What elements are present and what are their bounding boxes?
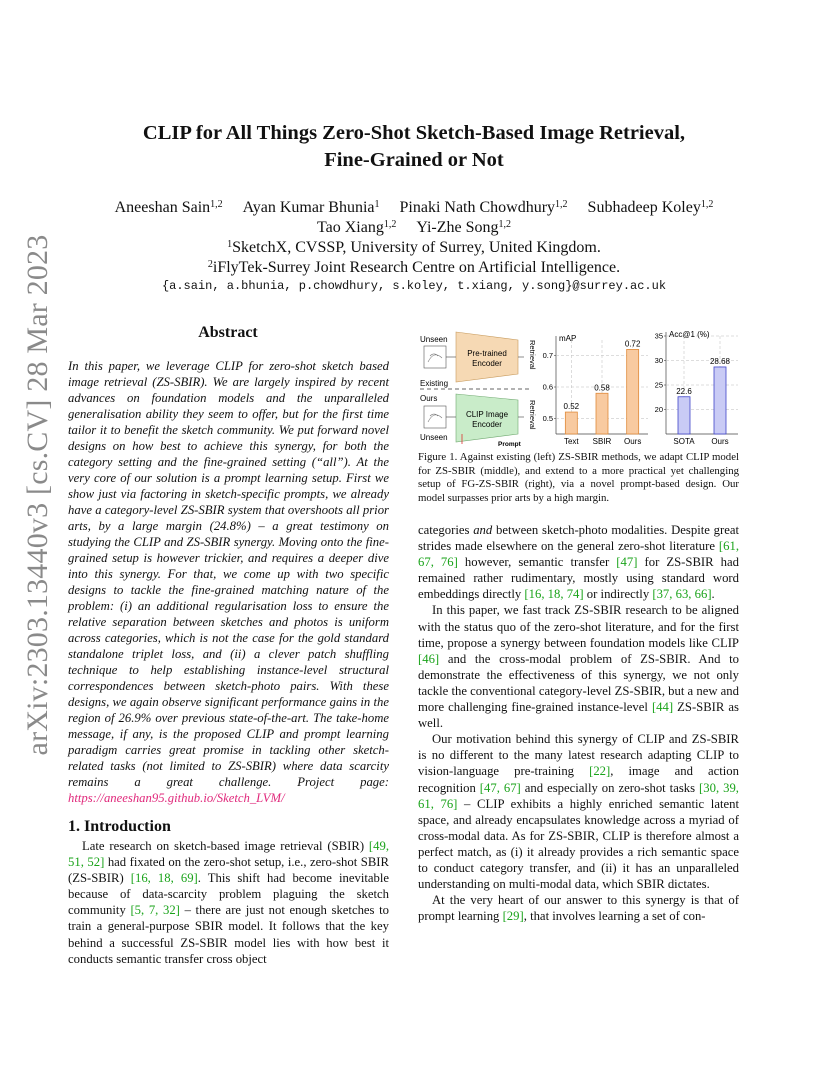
intro-paragraph-1: Late research on sketch-based image retrieval (SBIR) [49, 51, 52] had fixated on the zero-shot setup, i.e., zero-shot SBIR (ZS-SBIR) [16, 18, 69]. This shift had become inevitable because of data-scarcity problem plaguing the sketch community [5, 7, 32] – there are just not enough sketches to train a general-purpose SBIR model. It follows that the key behind a successful ZS-SBIR model lies with how best it conducts semantic transfer cross object	[68, 839, 390, 966]
paper-title: CLIP for All Things Zero-Shot Sketch-Based Image Retrieval, Fine-Grained or Not	[142, 122, 686, 171]
encoder-bottom-label-1: CLIP Image	[465, 410, 509, 419]
y-tick-label: 0.6	[542, 382, 553, 392]
citation[interactable]: [49, 51, 52]	[68, 839, 389, 870]
encoder-top-label-1: Pre-trained	[467, 349, 507, 358]
intro-paragraph-3: In this paper, we fast track ZS-SBIR research to be aligned with the status quo of the zero-shot literature, and for the first time, propose a synergy between foundation models like CLIP [46] and the cross-modal problem of ZS-SBIR. And to demonstrate the effectiveness of this synergy, we not only tackle the conventional category-level ZS-SBIR, but a new and more challenging fine-grained instance-level [44] ZS-SBIR as well.	[418, 603, 739, 731]
encoder-bottom-label-2: Encoder	[472, 420, 502, 429]
author-name: Tao Xiang$^{1,2}$	[316, 219, 397, 236]
prompt-label: Prompt	[498, 441, 521, 448]
y-tick-label: 25	[654, 380, 663, 390]
citation[interactable]: [47, 67]	[479, 780, 521, 795]
intro-paragraph-5: At the very heart of our answer to this synergy is that of prompt learning [29], that involves learning a set of con-	[418, 893, 739, 924]
bar	[596, 393, 608, 434]
citation[interactable]: [29]	[502, 909, 524, 924]
citation[interactable]: [46]	[418, 651, 440, 666]
category-label: Ours	[711, 437, 729, 446]
section-heading: 1. Introduction	[68, 818, 171, 835]
data-label: 28.68	[709, 356, 731, 366]
sketch-thumbnail-bottom	[424, 406, 446, 428]
citation[interactable]: [30, 39, 61, 76]	[418, 780, 739, 811]
figure-caption: Figure 1. Against existing (left) ZS-SBIR methods, we adapt CLIP model for ZS-SBIR (middle), and extend to a more practical yet challenging setup of FG-ZS-SBIR (right), via a novel prompt-based design. Our model surpasses prior arts by a high margin.	[418, 451, 739, 504]
category-label: SOTA	[673, 437, 695, 446]
bar	[678, 397, 690, 434]
affiliation-1: $^1$SketchX, CVSSP, University of Surrey, United Kingdom.	[227, 239, 601, 256]
y-tick-label: 0.7	[542, 351, 553, 361]
y-tick-label: 20	[654, 405, 663, 414]
figure-1	[418, 326, 740, 450]
author-name: Pinaki Nath Chowdhury$^{1,2}$	[399, 199, 568, 216]
fig-label-existing: Existing	[420, 379, 449, 388]
abstract-heading: Abstract	[198, 324, 258, 341]
fig-label-unseen-top: Unseen	[420, 335, 448, 344]
encoder-top-label-2: Encoder	[472, 359, 502, 368]
fig-label-unseen-bottom: Unseen	[420, 433, 448, 442]
author-emails: {a.sain, a.bhunia, p.chowdhury, s.koley, t.xiang, y.song}@surrey.ac.uk	[161, 279, 667, 293]
y-tick-label: 35	[654, 331, 663, 341]
data-label: 0.58	[594, 383, 610, 393]
chart-title: Acc@1 (%)	[669, 330, 710, 339]
abstract-body: In this paper, we leverage CLIP for zero-shot sketch based image retrieval (ZS-SBIR). We are largely inspired by recent advances on foundation models and the unparalleled generalisation ability they seem to offer, but for the first time tailor it to benefit the sketch community. We put forward novel designs on how best to achieve this synergy, for both the category setting and the fine-grained setting (“all”). At the very core of our solution is a prompt learning setup. First we show just via factoring in sketch-specific prompts, we already have a category-level ZS-SBIR system that overshoots all prior arts, by a large margin (24.8%) – a great testimony on studying the CLIP and ZS-SBIR synergy. Moving onto the fine-grained setup is however trickier, and requires a deeper dive into this synergy. For that, we come up with two specific designs to tackle the fine-grained matching nature of the problem: (i) an additional regularisation loss to ensure the relative separation between sketches and photos is uniform across categories, which is not the case for the gold standard standalone triplet loss, and (ii) a clever patch shuffling technique to help establishing instance-level structural correspondences between sketch-photo pairs. With these designs, we again observe significant performance gains in the region of 26.9% over previous state-of-the-art. The take-home message, if any, is the proposed CLIP and prompt learning paradigm carries great promise in tackling other sketch-related tasks (not limited to ZS-SBIR) where data scarcity remains a great challenge. Project page: https://aneeshan95.github.io/Sketch_LVM/	[68, 359, 389, 805]
affiliation-2: $^2$iFlyTek-Surrey Joint Research Centre on Artificial Intelligence.	[207, 259, 621, 276]
bar	[714, 367, 726, 434]
author-list	[60, 198, 768, 238]
intro-left-column	[68, 838, 389, 967]
intro-paragraph-2: categories and between sketch-photo modalities. Despite great strides made elsewhere on the general zero-shot literature [61, 67, 76] however, semantic transfer [47] for ZS-SBIR had remained rather rudimentary, mostly using standard word embeddings directly [16, 18, 74] or indirectly [37, 63, 66].	[418, 523, 739, 602]
chart-acc	[655, 330, 738, 446]
bar	[627, 349, 639, 434]
citation[interactable]: [5, 7, 32]	[130, 903, 180, 918]
chart-title: mAP	[559, 334, 577, 343]
citation[interactable]: [16, 18, 69]	[130, 871, 198, 886]
fig-label-ours: Ours	[420, 394, 438, 403]
intro-right-column	[418, 522, 739, 924]
author-name: Aneeshan Sain$^{1,2}$	[114, 199, 223, 216]
author-name: Yi-Zhe Song$^{1,2}$	[416, 219, 512, 236]
y-tick-label: 30	[654, 356, 663, 365]
sketch-thumbnail-top	[424, 346, 446, 368]
project-page-link[interactable]: https://aneeshan95.github.io/Sketch_LVM/	[68, 791, 285, 805]
intro-paragraph-4: Our motivation behind this synergy of CLIP and ZS-SBIR is no different to the many latest research adapting CLIP to vision-language pre-training [22], image and action recognition [47, 67] and especially on zero-shot tasks [30, 39, 61, 76] – CLIP exhibits a highly enriched semantic latent space, and already encapsulates knowledge across a myriad of cross-modal data. As for ZS-SBIR, CLIP is therefore almost a perfect match, as (i) it already provides a rich semantic space to conduct category transfer, and (ii) it has an unparalleled understanding on multi-modal data, which SBIR dictates.	[418, 732, 739, 892]
bar	[565, 412, 577, 434]
y-tick-label: 0.5	[542, 413, 553, 423]
author-name: Subhadeep Koley$^{1,2}$	[587, 199, 714, 216]
data-label: 0.52	[563, 402, 580, 412]
retrieval-label-bottom: Retrieval	[528, 400, 537, 430]
data-label: 0.72	[624, 339, 641, 349]
category-label: Ours	[623, 437, 642, 446]
citation[interactable]: [37, 63, 66]	[652, 587, 712, 602]
category-label: Text	[563, 437, 579, 446]
citation[interactable]: [22]	[589, 764, 611, 779]
arxiv-stamp: arXiv:2303.13440v3 [cs.CV] 28 Mar 2023	[21, 234, 54, 756]
citation[interactable]: [16, 18, 74]	[524, 587, 584, 602]
citation[interactable]: [61, 67, 76]	[418, 539, 739, 570]
author-name: Ayan Kumar Bhunia$^1$	[242, 199, 380, 216]
citation[interactable]: [44]	[651, 700, 674, 715]
chart-map	[543, 334, 648, 446]
category-label: SBIR	[592, 437, 612, 446]
retrieval-label-top: Retrieval	[528, 340, 537, 370]
citation[interactable]: [47]	[616, 555, 638, 570]
data-label: 22.6	[676, 386, 692, 396]
